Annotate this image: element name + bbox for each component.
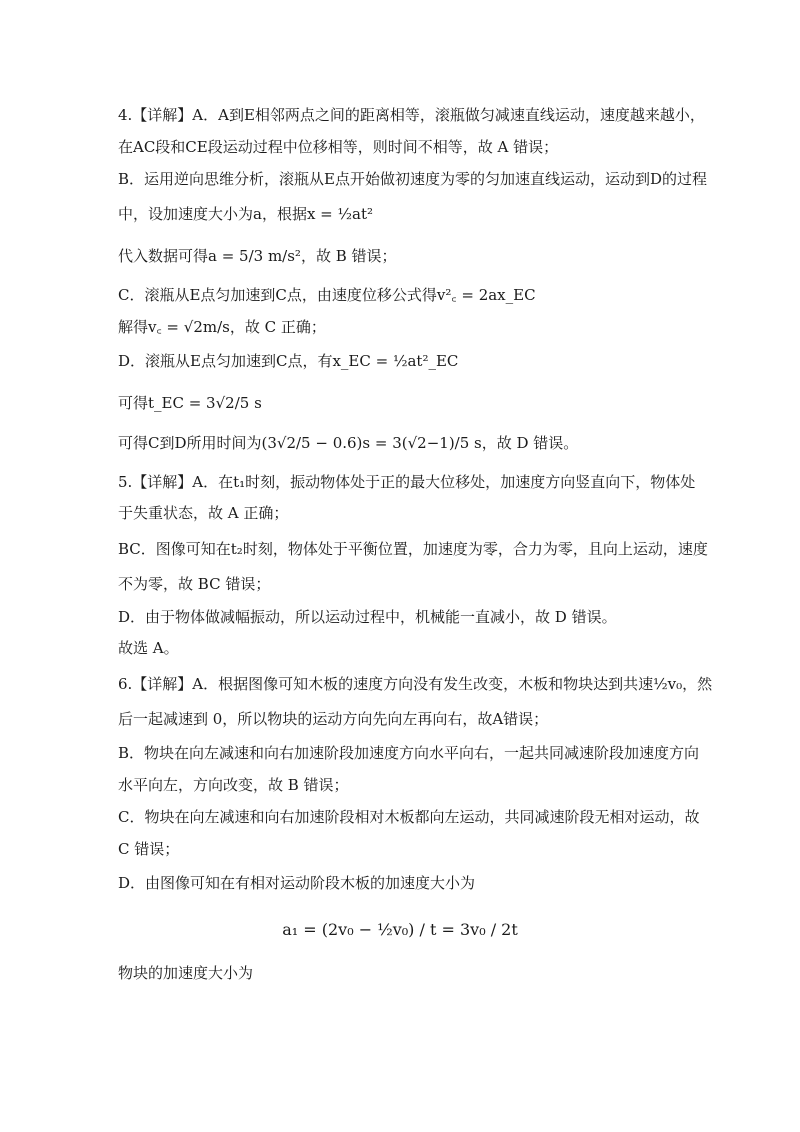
- text-line-2: 在AC段和CE段运动过程中位移相等，则时间不相等，故 A 错误；: [118, 138, 559, 156]
- text-line-8: D．滚瓶从E点匀加速到C点，有x_EC = ½at²_EC: [118, 352, 459, 370]
- text-line-22: C 错误；: [118, 840, 180, 858]
- text-line-20: 水平向左，方向改变，故 B 错误；: [118, 776, 349, 794]
- text-line-12: 于失重状态，故 A 正确；: [118, 504, 289, 522]
- text-line-23: D．由图像可知在有相对运动阶段木板的加速度大小为: [118, 874, 476, 892]
- text-line-24: 物块的加速度大小为: [118, 964, 254, 982]
- text-line-9: 可得t_EC = 3√2/5 s: [118, 394, 262, 412]
- text-line-7: 解得v꜀ = √2m/s，故 C 正确；: [118, 318, 326, 336]
- text-line-16: 故选 A。: [118, 639, 179, 657]
- text-line-14: 不为零，故 BC 错误；: [118, 575, 271, 593]
- text-line-1: 4.【详解】A．A到E相邻两点之间的距离相等，滚瓶做匀减速直线运动，速度越来越小，: [118, 106, 705, 124]
- text-line-17: 6.【详解】A．根据图像可知木板的速度方向没有发生改变，木板和物块达到共速½v₀，然: [118, 675, 713, 693]
- text-line-15: D．由于物体做减幅振动，所以运动过程中，机械能一直减小，故 D 错误。: [118, 608, 617, 626]
- text-line-6: C．滚瓶从E点匀加速到C点，由速度位移公式得v²꜀ = 2ax_EC: [118, 286, 536, 304]
- text-line-18: 后一起减速到 0，所以物块的运动方向先向左再向右，故A错误；: [118, 710, 549, 728]
- equation-a1: a₁ = (2v₀ − ½v₀) / t = 3v₀ / 2t: [282, 920, 518, 939]
- text-line-11: 5.【详解】A．在t₁时刻，振动物体处于正的最大位移处，加速度方向竖直向下，物体处: [118, 473, 696, 491]
- text-line-3: B．运用逆向思维分析，滚瓶从E点开始做初速度为零的匀加速直线运动，运动到D的过程: [118, 170, 708, 188]
- text-line-10: 可得C到D所用时间为(3√2/5 − 0.6)s = 3(√2−1)/5 s，故 D 错误。: [118, 434, 579, 452]
- text-line-19: B．物块在向左减速和向右加速阶段加速度方向水平向右，一起共同减速阶段加速度方向: [118, 744, 700, 762]
- text-line-21: C．物块在向左减速和向右加速阶段相对木板都向左运动，共同减速阶段无相对运动，故: [118, 808, 700, 826]
- text-line-5: 代入数据可得a = 5/3 m/s²，故 B 错误；: [118, 247, 397, 265]
- text-line-4: 中，设加速度大小为a，根据x = ½at²: [118, 205, 374, 223]
- text-line-13: BC．图像可知在t₂时刻，物体处于平衡位置，加速度为零，合力为零，且向上运动，速度: [118, 540, 708, 558]
